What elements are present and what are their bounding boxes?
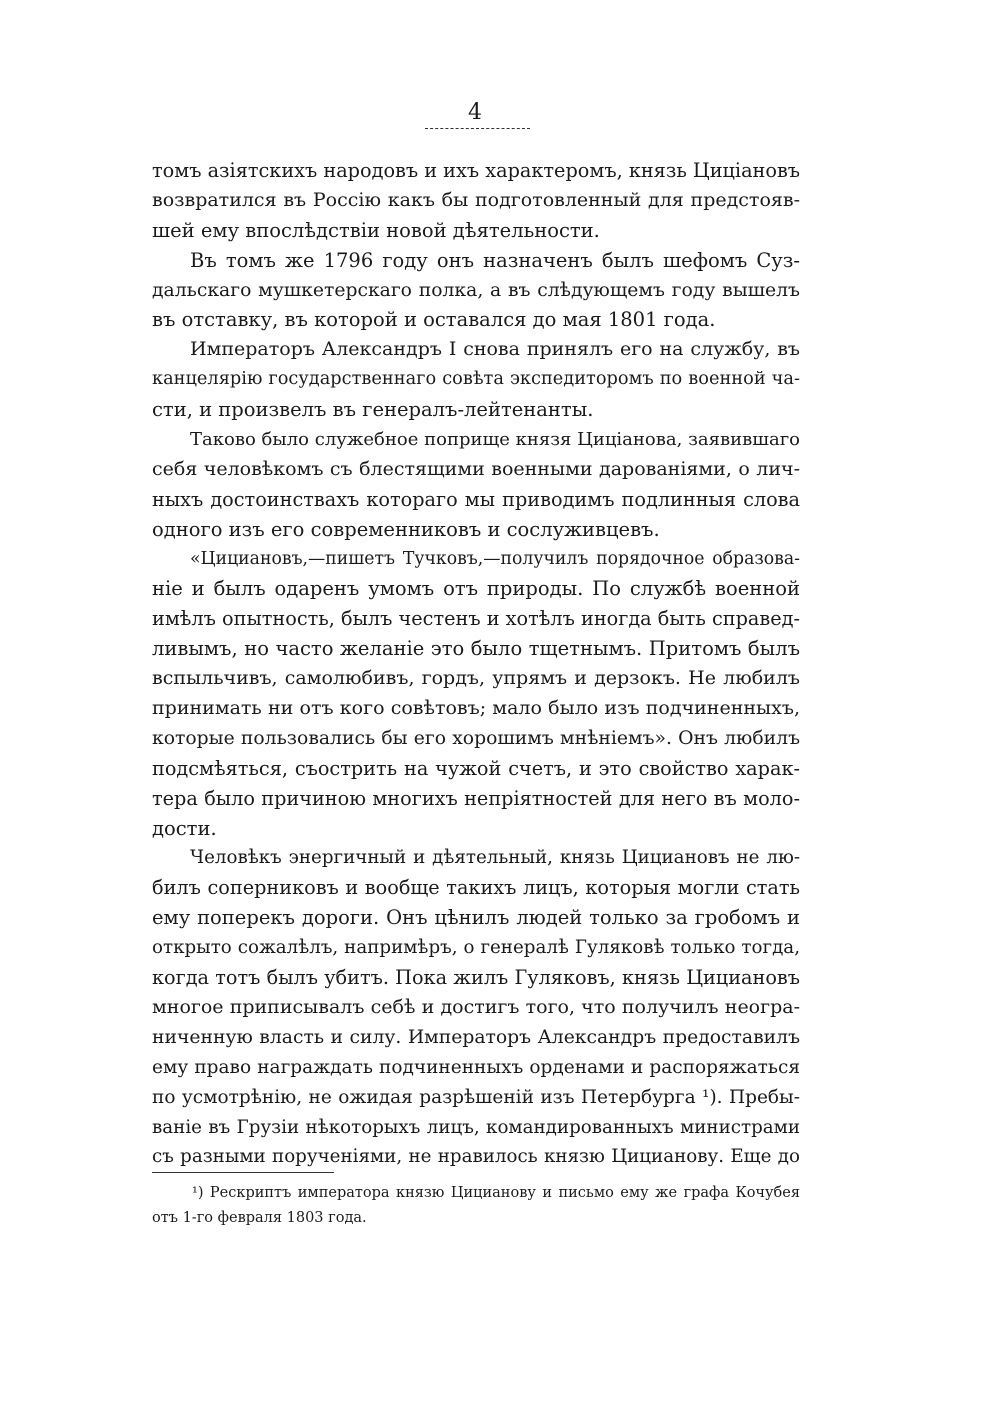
text-line: имѣлъ опытность, былъ честенъ и хотѣлъ иногда быть справед- [152,607,800,631]
text-line: въ отставку, въ которой и оставался до мая 1801 года. [152,308,716,332]
page-number-rule [425,128,530,129]
text-line: канцелярію государственнаго совѣта экспедиторомъ по военной ча- [152,369,800,390]
text-line: открыто сожалѣлъ, напримѣръ, о генералѣ Гуляковѣ только тогда, [152,937,800,959]
text-line: подсмѣяться, съострить на чужой счетъ, и это свойство харак- [152,756,800,780]
text-line: возвратился въ Россію какъ бы подготовленный для предстояв- [152,188,800,211]
text-line: ливымъ, но часто желаніе это было тщетнымъ. Притомъ былъ [152,637,800,661]
footnote-line: отъ 1-го февраля 1803 года. [152,1210,367,1226]
text-line: вспыльчивъ, самолюбивъ, гордъ, упрямъ и дерзокъ. Не любилъ [152,667,800,690]
text-line: себя человѣкомъ съ блестящими военными дарованіями, о лич- [152,457,800,480]
text-line: по усмотрѣнію, не ожидая разрѣшеній изъ Петербурга ¹). Пребы- [152,1086,800,1108]
text-line: ниченную власть и силу. Императоръ Александръ предоставилъ [152,1026,800,1048]
text-line: ему поперекъ дороги. Онъ цѣнилъ людей только за гробомъ и [152,906,800,930]
text-line: Въ томъ же 1796 году онъ назначенъ былъ шефомъ Суз- [190,248,800,272]
text-line: Императоръ Александръ I снова принялъ его на службу, въ [190,338,800,361]
text-line: томъ азіятскихъ народовъ и ихъ характеромъ, князь Циціановъ [152,159,801,182]
page-number: 4 [468,100,482,125]
text-line: ныхъ достоинствахъ котораго мы приводимъ подлинныя слова [152,487,800,511]
body-text [152,156,800,1172]
text-line: которые пользовались бы его хорошимъ мнѣніемъ». Онъ любилъ [152,727,800,749]
text-line: шей ему впослѣдствіи новой дѣятельности. [152,218,600,242]
footnotes [152,1181,800,1231]
text-line: ніе и былъ одаренъ умомъ отъ природы. По службѣ военной [152,577,800,601]
text-line: ему право награждать подчиненныхъ орденами и распоряжаться [152,1056,800,1078]
footnote-line: ¹) Рескриптъ императора князю Цицианову и письмо ему же графа Кочубея [192,1185,800,1201]
text-line: многое приписывалъ себѣ и достигъ того, что получилъ неогра- [152,995,800,1018]
text-line: «Цициановъ,—пишетъ Тучковъ,—получилъ порядочное образова- [190,548,800,569]
footnote-divider [152,1172,334,1173]
text-line: дальскаго мушкетерскаго полка, а въ слѣдующемъ году вышелъ [152,279,800,301]
text-line: дости. [152,816,217,840]
text-line: Человѣкъ энергичный и дѣятельный, князь Цициановъ не лю- [190,847,800,869]
text-line: сти, и произвелъ въ генералъ-лейтенанты. [152,398,594,422]
text-line: принимать ни отъ кого совѣтовъ; мало было изъ подчиненныхъ, [152,697,800,720]
text-line: ваніе въ Грузіи нѣкоторыхъ лицъ, командированныхъ министрами [152,1116,800,1138]
text-line: билъ соперниковъ и вообще такихъ лицъ, которыя могли стать [152,876,800,900]
text-line: тера было причиною многихъ непріятностей для него въ моло- [152,786,800,810]
text-line: когда тотъ былъ убитъ. Пока жилъ Гуляковъ, князь Цициановъ [152,966,800,990]
text-line: съ разными порученіями, не нравилось князю Цицианову. Еще до [152,1146,800,1168]
text-line: одного изъ его современниковъ и сослуживцевъ. [152,517,660,541]
text-line: Таково было служебное поприще князя Циціанова, заявившаго [190,429,800,451]
